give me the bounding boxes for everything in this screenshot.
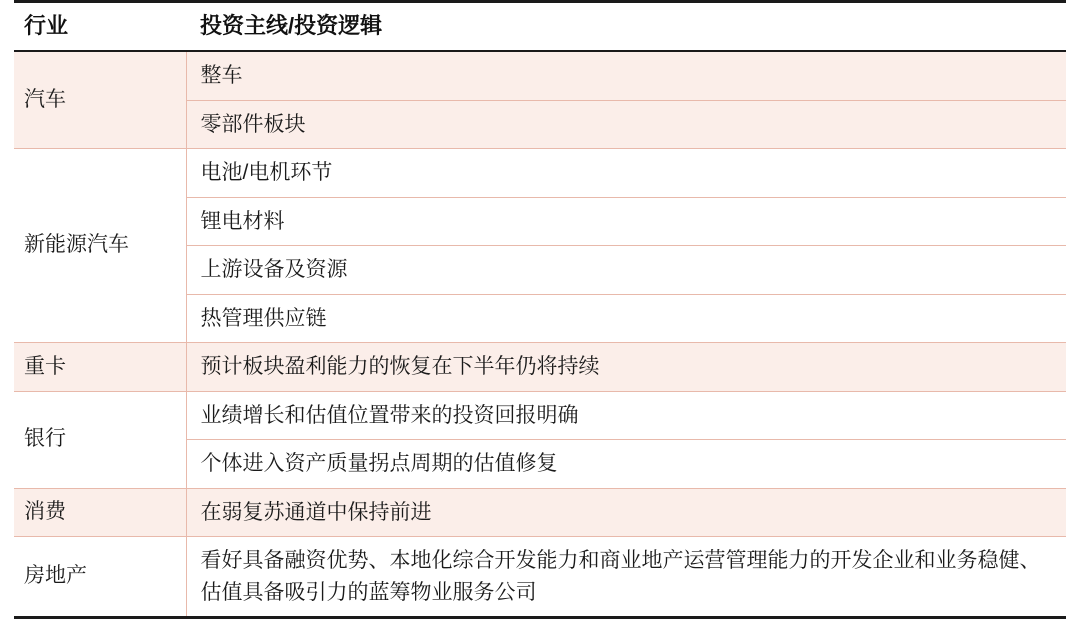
industry-cell: 重卡 bbox=[14, 343, 186, 392]
table-row bbox=[14, 343, 1066, 392]
column-header-logic: 投资主线/投资逻辑 bbox=[186, 2, 1066, 52]
table-row bbox=[14, 51, 1066, 100]
logic-cell: 业绩增长和估值位置带来的投资回报明确 bbox=[186, 391, 1066, 440]
logic-cell: 整车 bbox=[186, 51, 1066, 100]
logic-cell: 看好具备融资优势、本地化综合开发能力和商业地产运营管理能力的开发企业和业务稳健、估值具备吸引力的蓝筹物业服务公司 bbox=[186, 537, 1066, 618]
industry-cell: 银行 bbox=[14, 391, 186, 488]
table-row bbox=[14, 537, 1066, 618]
logic-cell: 电池/电机环节 bbox=[186, 149, 1066, 198]
table-row bbox=[14, 149, 1066, 198]
investment-lines-table bbox=[14, 0, 1066, 619]
industry-cell: 房地产 bbox=[14, 537, 186, 618]
logic-cell: 零部件板块 bbox=[186, 100, 1066, 149]
industry-cell: 汽车 bbox=[14, 51, 186, 149]
table-row bbox=[14, 391, 1066, 440]
column-header-industry: 行业 bbox=[14, 2, 186, 52]
logic-cell: 锂电材料 bbox=[186, 197, 1066, 246]
table-body bbox=[14, 51, 1066, 618]
logic-cell: 在弱复苏通道中保持前进 bbox=[186, 488, 1066, 537]
logic-cell: 上游设备及资源 bbox=[186, 246, 1066, 295]
table-row bbox=[14, 488, 1066, 537]
industry-cell: 消费 bbox=[14, 488, 186, 537]
logic-cell: 热管理供应链 bbox=[186, 294, 1066, 343]
table-header-row bbox=[14, 2, 1066, 52]
logic-cell: 个体进入资产质量拐点周期的估值修复 bbox=[186, 440, 1066, 489]
industry-cell: 新能源汽车 bbox=[14, 149, 186, 343]
logic-cell: 预计板块盈利能力的恢复在下半年仍将持续 bbox=[186, 343, 1066, 392]
